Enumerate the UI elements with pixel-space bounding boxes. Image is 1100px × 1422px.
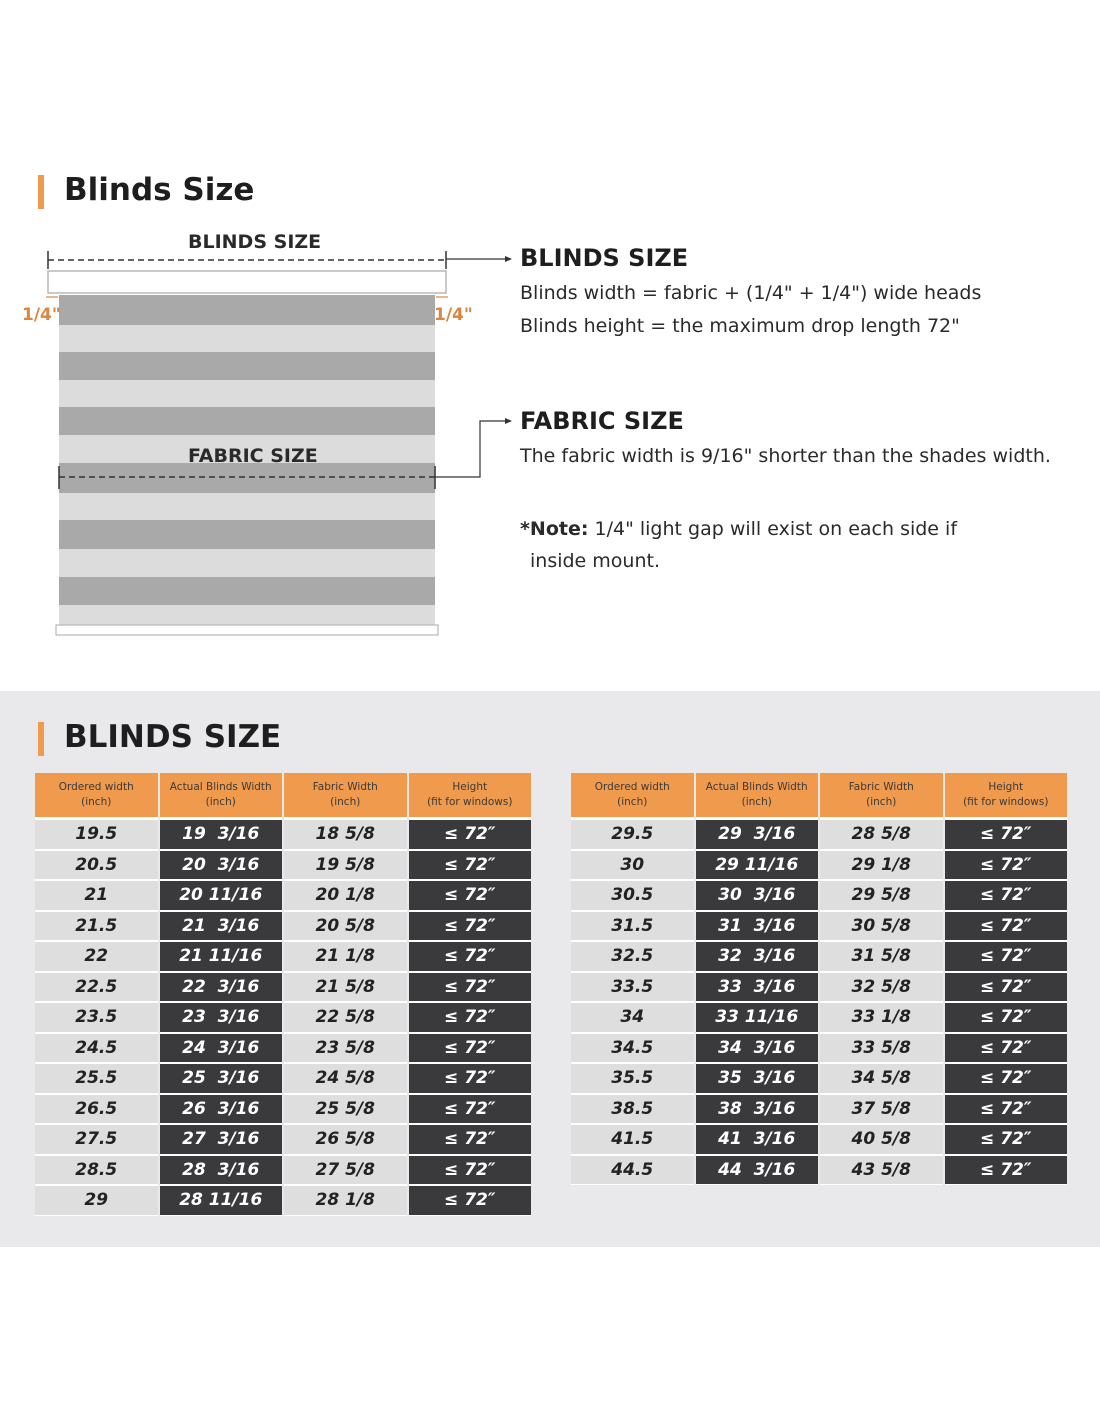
column-header-title: Fabric Width bbox=[312, 781, 378, 793]
inside-mount-note bbox=[520, 513, 980, 577]
cell-actual-blinds-width: 32 3/16 bbox=[696, 941, 819, 972]
cell-ordered-width: 38.5 bbox=[571, 1094, 694, 1125]
cell-fabric-width: 25 5/8 bbox=[284, 1094, 407, 1125]
cell-fabric-width: 23 5/8 bbox=[284, 1033, 407, 1064]
cell-ordered-width: 22.5 bbox=[35, 972, 158, 1003]
cell-actual-blinds-width: 34 3/16 bbox=[696, 1033, 819, 1064]
column-header-unit: (inch) bbox=[741, 796, 772, 808]
note-label: *Note: bbox=[520, 518, 589, 540]
column-header-unit: (inch) bbox=[205, 796, 236, 808]
cell-actual-blinds-width: 20 11/16 bbox=[160, 880, 283, 911]
cell-fabric-width: 28 5/8 bbox=[820, 817, 943, 850]
table-row bbox=[571, 941, 1067, 972]
cell-height: ≤ 72″ bbox=[409, 911, 532, 942]
table-row bbox=[35, 850, 531, 881]
cell-fabric-width: 27 5/8 bbox=[284, 1155, 407, 1186]
cell-actual-blinds-width: 19 3/16 bbox=[160, 817, 283, 850]
column-header-title: Actual Blinds Width bbox=[169, 781, 272, 793]
cell-height: ≤ 72″ bbox=[409, 880, 532, 911]
table-row bbox=[35, 880, 531, 911]
cell-height: ≤ 72″ bbox=[945, 1124, 1068, 1155]
cell-fabric-width: 30 5/8 bbox=[820, 911, 943, 942]
cell-ordered-width: 30 bbox=[571, 850, 694, 881]
cell-actual-blinds-width: 33 3/16 bbox=[696, 972, 819, 1003]
cell-fabric-width: 20 1/8 bbox=[284, 880, 407, 911]
cell-fabric-width: 28 1/8 bbox=[284, 1185, 407, 1216]
cell-height: ≤ 72″ bbox=[945, 817, 1068, 850]
cell-actual-blinds-width: 27 3/16 bbox=[160, 1124, 283, 1155]
cell-actual-blinds-width: 41 3/16 bbox=[696, 1124, 819, 1155]
cell-height: ≤ 72″ bbox=[409, 1155, 532, 1186]
cell-actual-blinds-width: 33 11/16 bbox=[696, 1002, 819, 1033]
cell-fabric-width: 34 5/8 bbox=[820, 1063, 943, 1094]
cell-actual-blinds-width: 44 3/16 bbox=[696, 1155, 819, 1186]
cell-height: ≤ 72″ bbox=[409, 1063, 532, 1094]
table-row bbox=[571, 1094, 1067, 1125]
cell-height: ≤ 72″ bbox=[945, 1033, 1068, 1064]
column-header-ordered-width bbox=[571, 773, 694, 817]
page-title: Blinds Size bbox=[64, 172, 255, 208]
cell-actual-blinds-width: 25 3/16 bbox=[160, 1063, 283, 1094]
fabric-size-heading: FABRIC SIZE bbox=[520, 407, 684, 435]
size-chart-title: BLINDS SIZE bbox=[64, 719, 282, 755]
cell-actual-blinds-width: 29 3/16 bbox=[696, 817, 819, 850]
cell-fabric-width: 29 1/8 bbox=[820, 850, 943, 881]
cell-actual-blinds-width: 30 3/16 bbox=[696, 880, 819, 911]
table-row bbox=[571, 817, 1067, 850]
cell-ordered-width: 34.5 bbox=[571, 1033, 694, 1064]
cell-ordered-width: 44.5 bbox=[571, 1155, 694, 1186]
table-row bbox=[571, 850, 1067, 881]
cell-ordered-width: 21.5 bbox=[35, 911, 158, 942]
table-row bbox=[571, 972, 1067, 1003]
cell-height: ≤ 72″ bbox=[409, 1094, 532, 1125]
column-header-title: Ordered width bbox=[58, 781, 134, 793]
cell-ordered-width: 41.5 bbox=[571, 1124, 694, 1155]
chart-accent-bar bbox=[38, 722, 44, 756]
table-row bbox=[35, 817, 531, 850]
cell-height: ≤ 72″ bbox=[409, 850, 532, 881]
cell-ordered-width: 26.5 bbox=[35, 1094, 158, 1125]
title-accent-bar bbox=[38, 175, 44, 209]
table-row bbox=[35, 1124, 531, 1155]
cell-ordered-width: 34 bbox=[571, 1002, 694, 1033]
cell-height: ≤ 72″ bbox=[945, 880, 1068, 911]
size-table-right bbox=[569, 773, 1069, 1185]
column-header-title: Fabric Width bbox=[848, 781, 914, 793]
cell-ordered-width: 22 bbox=[35, 941, 158, 972]
cell-actual-blinds-width: 21 3/16 bbox=[160, 911, 283, 942]
table-row bbox=[35, 1002, 531, 1033]
cell-fabric-width: 32 5/8 bbox=[820, 972, 943, 1003]
blinds-size-heading: BLINDS SIZE bbox=[520, 244, 689, 272]
cell-height: ≤ 72″ bbox=[945, 850, 1068, 881]
column-header-actual-blinds-width bbox=[160, 773, 283, 817]
cell-fabric-width: 22 5/8 bbox=[284, 1002, 407, 1033]
cell-height: ≤ 72″ bbox=[945, 1063, 1068, 1094]
cell-actual-blinds-width: 31 3/16 bbox=[696, 911, 819, 942]
blinds-width-text: Blinds width = fabric + (1/4" + 1/4") wide heads bbox=[520, 282, 982, 304]
table-row bbox=[571, 1124, 1067, 1155]
cell-height: ≤ 72″ bbox=[409, 1002, 532, 1033]
cell-ordered-width: 28.5 bbox=[35, 1155, 158, 1186]
table-row bbox=[35, 972, 531, 1003]
cell-ordered-width: 30.5 bbox=[571, 880, 694, 911]
cell-height: ≤ 72″ bbox=[945, 1155, 1068, 1186]
column-header-ordered-width bbox=[35, 773, 158, 817]
cell-actual-blinds-width: 26 3/16 bbox=[160, 1094, 283, 1125]
table-row bbox=[35, 1094, 531, 1125]
cell-fabric-width: 31 5/8 bbox=[820, 941, 943, 972]
table-header-row bbox=[571, 773, 1067, 817]
table-row bbox=[35, 941, 531, 972]
cell-fabric-width: 26 5/8 bbox=[284, 1124, 407, 1155]
table-row bbox=[35, 911, 531, 942]
column-header-unit: (fit for windows) bbox=[963, 796, 1049, 808]
cell-fabric-width: 33 5/8 bbox=[820, 1033, 943, 1064]
blinds-size-label: BLINDS SIZE bbox=[188, 231, 322, 253]
column-header-unit: (inch) bbox=[617, 796, 648, 808]
table-row bbox=[35, 1155, 531, 1186]
cell-actual-blinds-width: 24 3/16 bbox=[160, 1033, 283, 1064]
cell-actual-blinds-width: 20 3/16 bbox=[160, 850, 283, 881]
cell-actual-blinds-width: 35 3/16 bbox=[696, 1063, 819, 1094]
cell-fabric-width: 18 5/8 bbox=[284, 817, 407, 850]
fabric-size-text: The fabric width is 9/16" shorter than the shades width. bbox=[520, 445, 1051, 467]
cell-height: ≤ 72″ bbox=[409, 1033, 532, 1064]
cell-ordered-width: 25.5 bbox=[35, 1063, 158, 1094]
cell-height: ≤ 72″ bbox=[409, 941, 532, 972]
column-header-actual-blinds-width bbox=[696, 773, 819, 817]
cell-ordered-width: 33.5 bbox=[571, 972, 694, 1003]
column-header-unit: (inch) bbox=[866, 796, 897, 808]
cell-ordered-width: 24.5 bbox=[35, 1033, 158, 1064]
table-row bbox=[35, 1033, 531, 1064]
cell-ordered-width: 19.5 bbox=[35, 817, 158, 850]
table-row bbox=[35, 1063, 531, 1094]
cell-actual-blinds-width: 29 11/16 bbox=[696, 850, 819, 881]
cell-fabric-width: 40 5/8 bbox=[820, 1124, 943, 1155]
blinds-height-text: Blinds height = the maximum drop length 72" bbox=[520, 315, 960, 337]
cell-actual-blinds-width: 28 11/16 bbox=[160, 1185, 283, 1216]
cell-fabric-width: 19 5/8 bbox=[284, 850, 407, 881]
cell-fabric-width: 37 5/8 bbox=[820, 1094, 943, 1125]
column-header-title: Ordered width bbox=[594, 781, 670, 793]
table-row bbox=[35, 1185, 531, 1216]
cell-height: ≤ 72″ bbox=[409, 817, 532, 850]
column-header-height bbox=[945, 773, 1068, 817]
table-row bbox=[571, 1002, 1067, 1033]
column-header-title: Height bbox=[988, 781, 1024, 793]
fabric-size-label: FABRIC SIZE bbox=[188, 445, 318, 467]
cell-height: ≤ 72″ bbox=[409, 1124, 532, 1155]
column-header-unit: (inch) bbox=[330, 796, 361, 808]
cell-fabric-width: 24 5/8 bbox=[284, 1063, 407, 1094]
cell-ordered-width: 32.5 bbox=[571, 941, 694, 972]
cell-fabric-width: 21 5/8 bbox=[284, 972, 407, 1003]
cell-ordered-width: 31.5 bbox=[571, 911, 694, 942]
cell-ordered-width: 29.5 bbox=[571, 817, 694, 850]
size-table-left bbox=[33, 773, 533, 1216]
cell-fabric-width: 43 5/8 bbox=[820, 1155, 943, 1186]
cell-ordered-width: 35.5 bbox=[571, 1063, 694, 1094]
cell-ordered-width: 21 bbox=[35, 880, 158, 911]
cell-ordered-width: 27.5 bbox=[35, 1124, 158, 1155]
cell-fabric-width: 20 5/8 bbox=[284, 911, 407, 942]
cell-actual-blinds-width: 38 3/16 bbox=[696, 1094, 819, 1125]
cell-fabric-width: 21 1/8 bbox=[284, 941, 407, 972]
cell-actual-blinds-width: 28 3/16 bbox=[160, 1155, 283, 1186]
table-row bbox=[571, 1033, 1067, 1064]
table-row bbox=[571, 1155, 1067, 1186]
note-text: 1/4" light gap will exist on each side if bbox=[588, 518, 958, 540]
column-header-unit: (fit for windows) bbox=[427, 796, 513, 808]
cell-height: ≤ 72″ bbox=[945, 1094, 1068, 1125]
column-header-fabric-width bbox=[284, 773, 407, 817]
cell-ordered-width: 29 bbox=[35, 1185, 158, 1216]
cell-height: ≤ 72″ bbox=[945, 941, 1068, 972]
cell-ordered-width: 23.5 bbox=[35, 1002, 158, 1033]
table-row bbox=[571, 1063, 1067, 1094]
cell-fabric-width: 33 1/8 bbox=[820, 1002, 943, 1033]
column-header-title: Height bbox=[452, 781, 488, 793]
cell-height: ≤ 72″ bbox=[409, 972, 532, 1003]
cell-fabric-width: 29 5/8 bbox=[820, 880, 943, 911]
note-text-continued: inside mount. bbox=[530, 550, 660, 572]
column-header-unit: (inch) bbox=[81, 796, 112, 808]
cell-actual-blinds-width: 23 3/16 bbox=[160, 1002, 283, 1033]
column-header-fabric-width bbox=[820, 773, 943, 817]
table-header-row bbox=[35, 773, 531, 817]
left-gap-label: 1/4" bbox=[22, 305, 61, 325]
column-header-height bbox=[409, 773, 532, 817]
table-row bbox=[571, 880, 1067, 911]
table-row bbox=[571, 911, 1067, 942]
cell-height: ≤ 72″ bbox=[409, 1185, 532, 1216]
cell-actual-blinds-width: 22 3/16 bbox=[160, 972, 283, 1003]
cell-height: ≤ 72″ bbox=[945, 911, 1068, 942]
cell-ordered-width: 20.5 bbox=[35, 850, 158, 881]
column-header-title: Actual Blinds Width bbox=[705, 781, 808, 793]
right-gap-label: 1/4" bbox=[434, 305, 473, 325]
cell-height: ≤ 72″ bbox=[945, 1002, 1068, 1033]
cell-actual-blinds-width: 21 11/16 bbox=[160, 941, 283, 972]
cell-height: ≤ 72″ bbox=[945, 972, 1068, 1003]
